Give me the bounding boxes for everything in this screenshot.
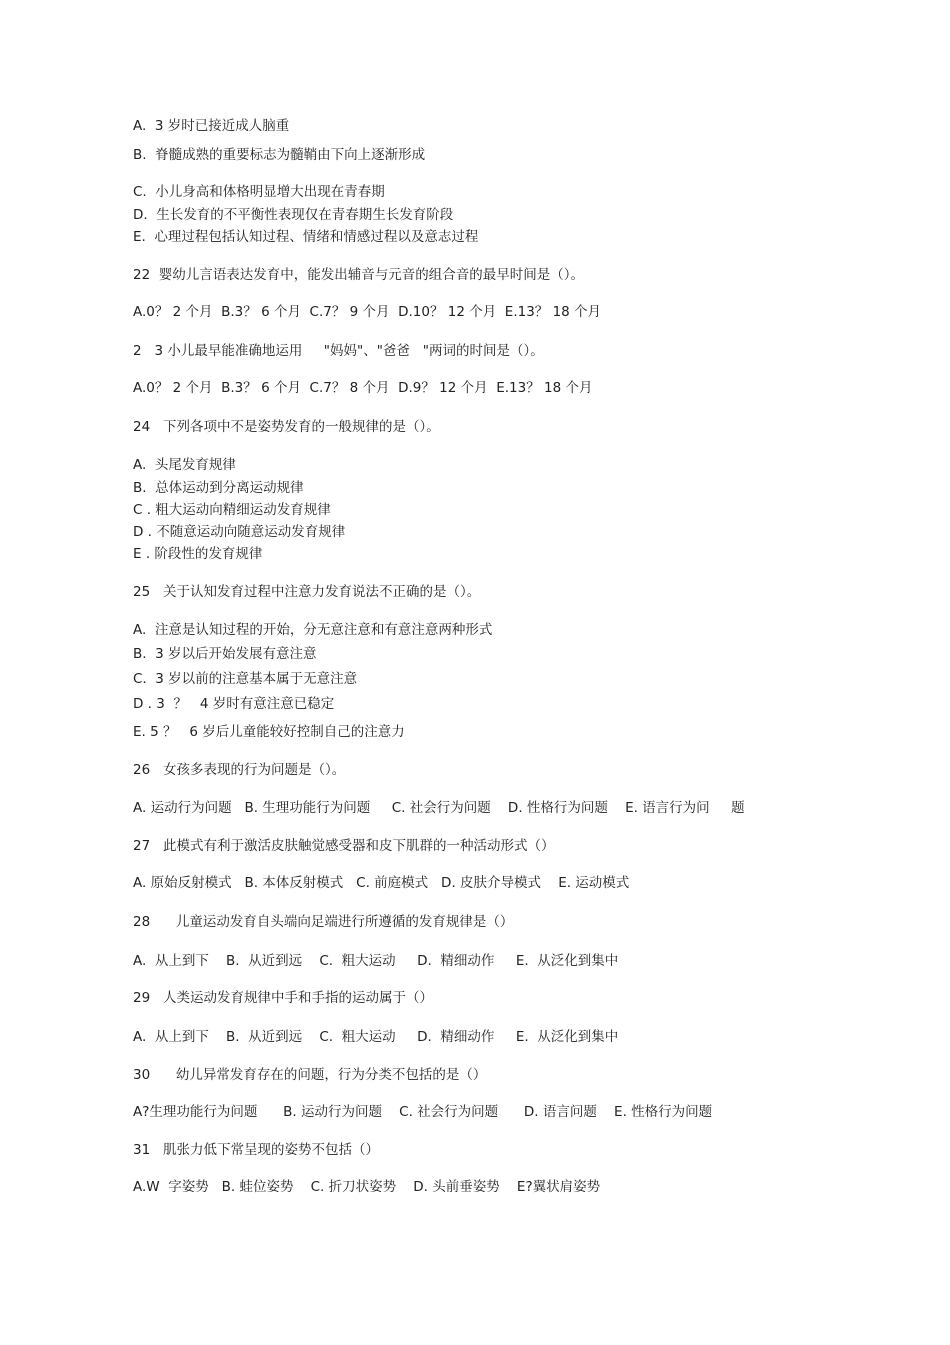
- option-line: E . 阶段性的发育规律: [133, 546, 263, 562]
- question-29: 29 人类运动发育规律中手和手指的运动属于（）: [133, 990, 434, 1006]
- option-line: C . 粗大运动向精细运动发育规律: [133, 502, 331, 518]
- question-30: 30 幼儿异常发育存在的问题，行为分类不包括的是（）: [133, 1067, 487, 1083]
- options-31: A.W 字姿势 B. 蛙位姿势 C. 折刀状姿势 D. 头前垂姿势 E?翼状肩姿势: [133, 1179, 601, 1195]
- options-30: A?生理功能行为问题 B. 运动行为问题 C. 社会行为问题 D. 语言问题 E. 性格行为问题: [133, 1104, 713, 1120]
- question-24: 24 下列各项中不是姿势发育的一般规律的是（）。: [133, 419, 440, 435]
- option-line: B. 3 岁以后开始发展有意注意: [133, 646, 317, 662]
- options-29: A. 从上到下 B. 从近到远 C. 粗大运动 D. 精细动作 E. 从泛化到集中: [133, 1029, 619, 1045]
- question-22: 22 婴幼儿言语表达发育中，能发出辅音与元音的组合音的最早时间是（）。: [133, 267, 585, 283]
- question-26: 26 女孩多表现的行为问题是（）。: [133, 762, 346, 778]
- option-line: D. 生长发育的不平衡性表现仅在青春期生长发育阶段: [133, 207, 454, 223]
- option-line: A. 头尾发育规律: [133, 457, 236, 473]
- option-line: A. 3 岁时已接近成人脑重: [133, 118, 290, 134]
- option-line: E. 心理过程包括认知过程、情绪和情感过程以及意志过程: [133, 229, 479, 245]
- option-line: B. 脊髓成熟的重要标志为髓鞘由下向上逐渐形成: [133, 147, 426, 163]
- options-27: A. 原始反射模式 B. 本体反射模式 C. 前庭模式 D. 皮肤介导模式 E. 运动模式: [133, 875, 630, 891]
- option-line: C. 小儿身高和体格明显增大出现在青春期: [133, 184, 385, 200]
- option-line: D . 3 ？ 4 岁时有意注意已稳定: [133, 696, 335, 712]
- option-line: D . 不随意运动向随意运动发育规律: [133, 524, 346, 540]
- option-line: C. 3 岁以前的注意基本属于无意注意: [133, 671, 358, 687]
- question-23: 2 3 小儿最早能准确地运用 "妈妈"、"爸爸 "两词的时间是（）。: [133, 343, 544, 359]
- options-23: A.0？ 2 个月 B.3？ 6 个月 C.7？ 8 个月 D.9？ 12 个月 E.13？ 18 个月: [133, 380, 593, 396]
- option-line: B. 总体运动到分离运动规律: [133, 480, 304, 496]
- question-27: 27 此模式有利于激活皮肤触觉感受器和皮下肌群的一种活动形式（）: [133, 838, 555, 854]
- options-22: A.0？ 2 个月 B.3？ 6 个月 C.7？ 9 个月 D.10？ 12 个月 E.13？ 18 个月: [133, 304, 602, 320]
- question-25: 25 关于认知发育过程中注意力发育说法不正确的是（）。: [133, 584, 481, 600]
- options-26: A. 运动行为问题 B. 生理功能行为问题 C. 社会行为问题 D. 性格行为问题 E. 语言行为问 题: [133, 800, 745, 816]
- options-28: A. 从上到下 B. 从近到远 C. 粗大运动 D. 精细动作 E. 从泛化到集中: [133, 953, 619, 969]
- question-31: 31 肌张力低下常呈现的姿势不包括（）: [133, 1142, 380, 1158]
- option-line: E. 5 ？ 6 岁后儿童能较好控制自己的注意力: [133, 724, 405, 740]
- option-line: A. 注意是认知过程的开始，分无意注意和有意注意两种形式: [133, 622, 493, 638]
- question-28: 28 儿童运动发育自头端向足端进行所遵循的发育规律是（）: [133, 914, 514, 930]
